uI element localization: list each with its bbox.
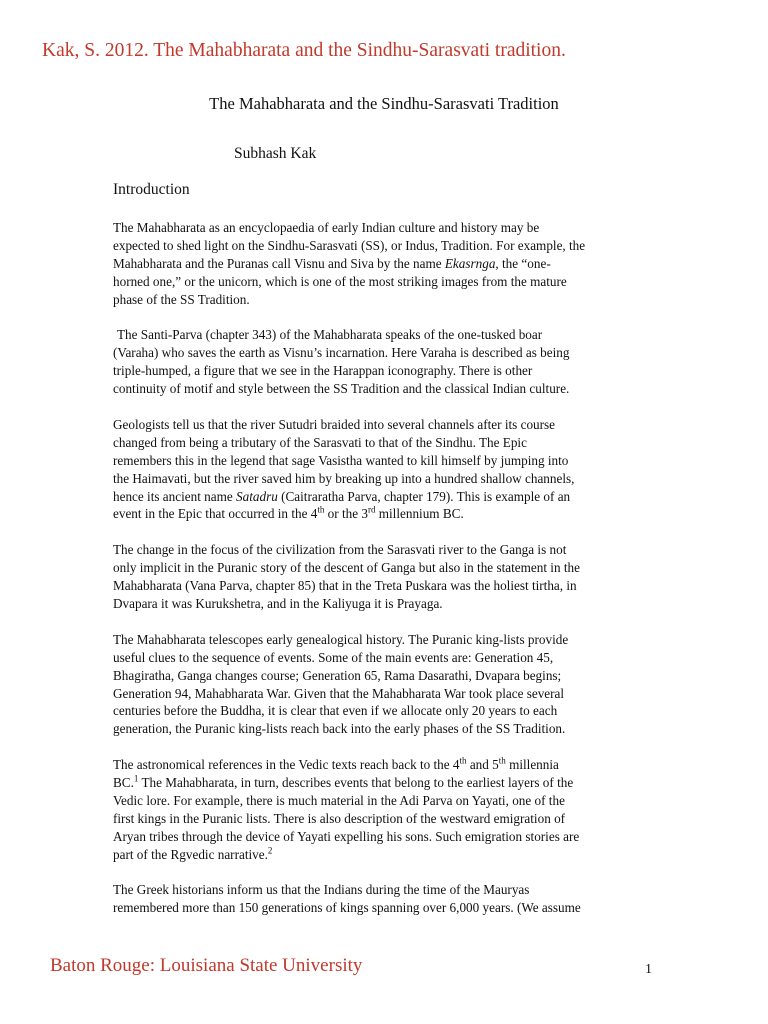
text-line: Dvapara it was Kurukshetra, and in the Kaliyuga it is Prayaga. bbox=[113, 595, 443, 611]
text-line: first kings in the Puranic lists. There is also description of the westward emigration of bbox=[113, 810, 566, 826]
text-line: centuries before the Buddha, it is clear that even if we allocate only 20 years to each bbox=[113, 703, 558, 719]
text-line: The Santi-Parva (chapter 343) of the Mahabharata speaks of the one-tusked boar bbox=[117, 327, 543, 343]
page-number: 1 bbox=[645, 962, 652, 977]
text-line: The Greek historians inform us that the Indians during the time of the Mauryas bbox=[113, 882, 530, 898]
paragraph-2 bbox=[113, 326, 673, 398]
superscript: th bbox=[317, 505, 325, 516]
text-line: Vedic lore. For example, there is much material in the Adi Parva on Yayati, one of the bbox=[113, 792, 565, 808]
footnote-ref[interactable]: 1 bbox=[133, 773, 139, 784]
text-line: The Mahabharata as an encyclopaedia of early Indian culture and history may be bbox=[113, 220, 540, 235]
text-line: The astronomical references in the Vedic texts reach back to the 4th and 5th millennia bbox=[113, 755, 559, 773]
italic-term: Ekasrnga bbox=[444, 255, 496, 271]
footer-publisher: Baton Rouge: Louisiana State University bbox=[50, 955, 363, 976]
text-line: The Mahabharata telescopes early genealogical history. The Puranic king-lists provide bbox=[113, 631, 569, 647]
section-heading: Introduction bbox=[113, 181, 190, 198]
text-line: Generation 94, Mahabharata War. Given that the Mahabharata War took place several bbox=[113, 685, 565, 701]
text-line: event in the Epic that occurred in the 4th or the 3rd millennium BC. bbox=[113, 505, 464, 522]
paragraph-5 bbox=[113, 631, 673, 738]
footnote-ref[interactable]: 2 bbox=[267, 845, 273, 856]
text-line: hence its ancient name Satadru (Caitraratha Parva, chapter 179). This is example of an bbox=[113, 488, 571, 504]
citation-header: Kak, S. 2012. The Mahabharata and the Sindhu-Sarasvati tradition. bbox=[42, 40, 566, 61]
paragraph-7 bbox=[113, 881, 673, 917]
superscript: th bbox=[498, 755, 506, 766]
text-line: Aryan tribes through the device of Yayati expelling his sons. Such emigration stories are bbox=[113, 828, 580, 844]
text-line: The change in the focus of the civilization from the Sarasvati river to the Ganga is not bbox=[113, 542, 567, 558]
text-line: useful clues to the sequence of events. Some of the main events are: Generation 45, bbox=[113, 649, 554, 665]
text-line: changed from being a tributary of the Sarasvati to that of the Sindhu. The Epic bbox=[113, 434, 527, 450]
text-line: remembers this in the legend that sage Vasistha wanted to kill himself by jumping into bbox=[113, 452, 569, 468]
text-line: Mahabharata (Vana Parva, chapter 85) that in the Treta Puskara was the holiest tirtha, in bbox=[113, 578, 577, 594]
text-line: continuity of motif and style between the SS Tradition and the classical Indian culture. bbox=[113, 381, 570, 397]
text-line: BC.$^1$ The Mahabharata, in turn, describes events that belong to the earliest layers of the bbox=[113, 773, 574, 791]
paragraph-4 bbox=[113, 541, 673, 613]
text-line: part of the Rgvedic narrative.$^2$ bbox=[113, 845, 273, 862]
text-line: Bhagiratha, Ganga changes course; Generation 65, Rama Dasarathi, Dvapara begins; bbox=[113, 667, 562, 683]
text-line: phase of the SS Tradition. bbox=[113, 291, 250, 307]
paragraph-6 bbox=[113, 756, 673, 863]
text-line: generation, the Puranic king-lists reach back into the early phases of the SS Tradition. bbox=[113, 721, 566, 737]
text-line: Mahabharata and the Puranas call Visnu and Siva by the name Ekasrnga, the “one- bbox=[113, 255, 551, 271]
text-line: (Varaha) who saves the earth as Visnu’s incarnation. Here Varaha is described as being bbox=[113, 345, 570, 361]
paragraph-1 bbox=[113, 219, 673, 309]
author-name: Subhash Kak bbox=[234, 145, 317, 162]
text-line: remembered more than 150 generations of kings spanning over 6,000 years. (We assume bbox=[113, 900, 581, 916]
document-body bbox=[113, 219, 673, 935]
superscript: rd bbox=[367, 505, 376, 516]
text-line: triple-humped, a figure that we see in the Harappan iconography. There is other bbox=[113, 363, 533, 379]
paragraph-3 bbox=[113, 416, 673, 523]
text-line: the Haimavati, but the river saved him by breaking up into a hundred shallow channels, bbox=[113, 470, 575, 486]
text-line: expected to shed light on the Sindhu-Sarasvati (SS), or Indus, Tradition. For example, the bbox=[113, 237, 586, 253]
italic-term: Satadru bbox=[236, 488, 278, 504]
superscript: th bbox=[459, 755, 467, 766]
text-line: Geologists tell us that the river Sutudri braided into several channels after its course bbox=[113, 416, 556, 432]
document-title: The Mahabharata and the Sindhu-Sarasvati Tradition bbox=[209, 94, 559, 113]
text-line: horned one,” or the unicorn, which is one of the most striking images from the mature bbox=[113, 273, 567, 289]
text-line: only implicit in the Puranic story of the descent of Ganga but also in the statement in the bbox=[113, 560, 580, 576]
